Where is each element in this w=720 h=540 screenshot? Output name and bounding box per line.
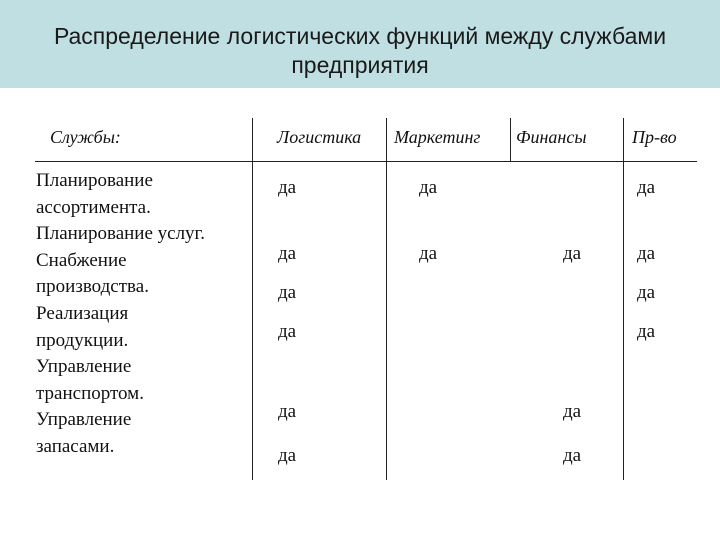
service-line: запасами.: [36, 435, 115, 457]
cell-r2-finance: да: [563, 243, 582, 264]
slide-title: [20, 22, 700, 80]
cell-r5-finance: да: [563, 401, 582, 422]
service-line: Снабжение: [36, 249, 127, 271]
service-line: ассортимента.: [36, 196, 151, 218]
service-line: транспортом.: [36, 382, 144, 404]
service-line: Планирование: [36, 170, 153, 191]
column-divider-4: [623, 118, 624, 480]
cell-r2-marketing: да: [419, 243, 438, 264]
cell-r4-logistics: да: [278, 321, 297, 342]
cell-r1-production: да: [637, 177, 656, 198]
column-divider-3: [510, 118, 511, 162]
cell-r6-finance: да: [563, 445, 582, 466]
service-line: Управление: [36, 409, 132, 431]
cell-r6-logistics: да: [278, 445, 297, 466]
service-line: Реализация: [36, 302, 129, 324]
cell-r3-logistics: да: [278, 282, 297, 303]
cell-r1-marketing: да: [419, 177, 438, 198]
header-logistics: Логистика: [277, 127, 362, 147]
title-banner: [0, 0, 720, 88]
header-divider: [35, 161, 697, 162]
header-finance: Финансы: [516, 127, 587, 147]
cell-r3-production: да: [637, 282, 656, 303]
cell-r1-logistics: да: [278, 177, 297, 198]
cell-r2-logistics: да: [278, 243, 297, 264]
column-divider-1: [252, 118, 253, 480]
header-marketing: Маркетинг: [394, 127, 481, 147]
service-line: Управление: [36, 356, 132, 378]
title-line-2: предприятия: [291, 52, 429, 78]
column-divider-2: [386, 118, 387, 480]
title-line-1: Распределение логистических функций между службами: [53, 23, 667, 49]
services-list: [36, 168, 251, 461]
service-line: Планирование услуг.: [36, 223, 205, 245]
cell-r4-production: да: [637, 321, 656, 342]
cell-r2-production: да: [637, 243, 656, 264]
cell-r5-logistics: да: [278, 401, 297, 422]
service-line: производства.: [36, 276, 149, 298]
service-line: продукции.: [36, 329, 129, 351]
header-production: Пр-во: [632, 127, 677, 147]
header-services: Службы:: [50, 127, 121, 147]
